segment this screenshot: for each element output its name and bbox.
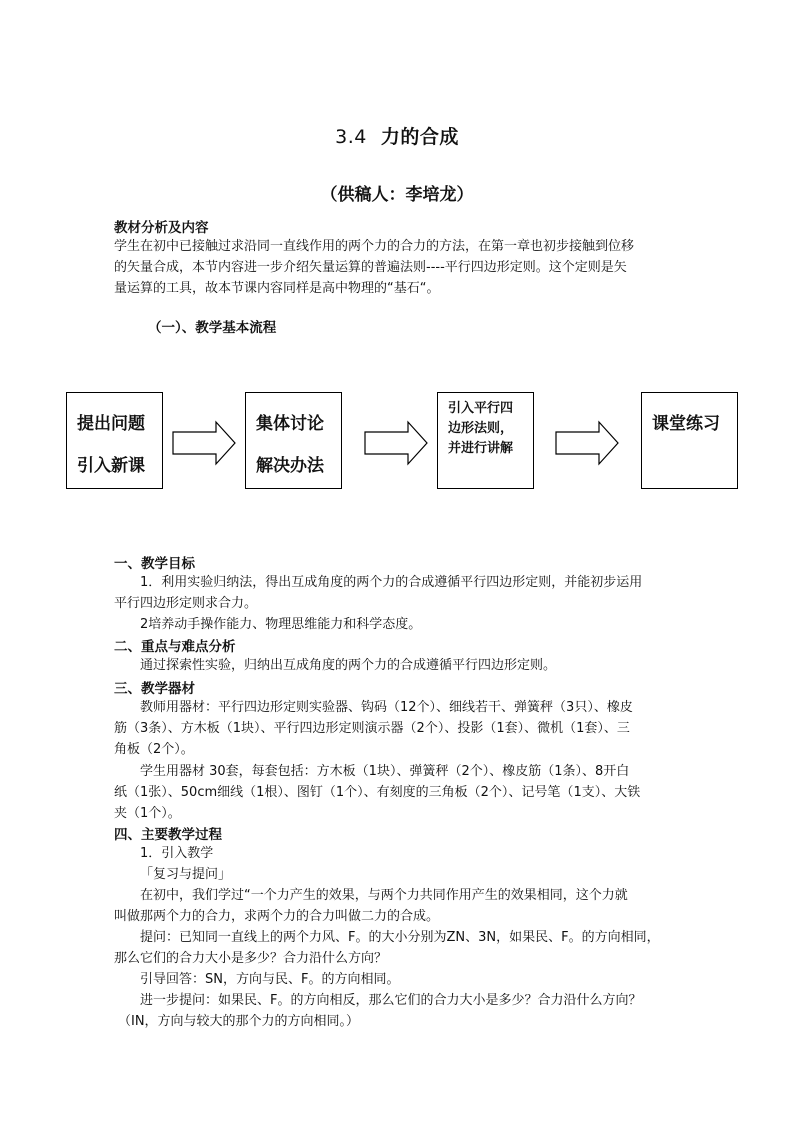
section-3-line-5: 纸（1张）、50cm细线（1根）、图钉（1个）、有刻度的三角板（2个）、记号笔（1支）、大铁 [114,785,641,800]
flow-heading: （一）、教学基本流程 [148,320,277,336]
section-1-line-2: 平行四边形定则求合力。 [114,596,258,611]
section-4-line-5: 提问：已知同一直线上的两个力风、F。的大小分别为ZN、3N，如果民、F。的方向相同， [140,930,660,945]
flow-box-3 [437,392,534,489]
section-4-line-1: 1．引入教学 [140,846,214,861]
section-4-line-9: （IN，方向与较大的那个力的方向相同。） [118,1014,360,1029]
section-2-line-1: 通过探索性实验，归纳出互成角度的两个力的合成遵循平行四边形定则。 [140,658,557,673]
flow-box-3-line-3: 并进行讲解 [448,441,514,456]
analysis-line-3: 量运算的工具，故本节课内容同样是高中物理的“基石“。 [114,281,440,296]
section-4-line-8: 进一步提问：如果民、F。的方向相反，那么它们的合力大小是多少？合力沿什么方向？ [140,993,642,1008]
flow-box-4-line-1: 课堂练习 [652,414,720,434]
flow-box-1-line-1: 提出问题 [77,414,145,434]
section-4-line-7: 引导回答：SN，方向与民、F。的方向相同。 [140,972,400,987]
flow-box-3-line-1: 引入平行四 [448,401,514,416]
flow-box-1-line-2: 引入新课 [77,456,145,476]
section-1-heading: 一、教学目标 [114,556,195,572]
section-3-line-2: 筋（3条）、方木板（1块）、平行四边形定则演示器（2个）、投影（1套）、微机（1套）、三 [114,721,630,736]
flow-box-1 [66,392,163,489]
section-4-line-3: 在初中，我们学过“一个力产生的效果，与两个力共同作用产生的效果相同，这个力就 [140,888,628,903]
section-3-line-1: 教师用器材：平行四边形定则实验器、钩码（12个）、细线若干、弹簧秤（3只）、橡皮 [140,700,633,715]
section-3-line-3: 角板（2个）。 [114,742,194,757]
section-3-heading: 三、教学器材 [114,681,195,697]
flow-box-3-line-2: 边形法则， [448,421,514,436]
section-2-heading: 二、重点与难点分析 [114,639,236,655]
flow-arrow-1 [172,420,236,466]
section-1-line-3: 2培养动手操作能力、物理思维能力和科学态度。 [140,617,422,632]
section-4-line-4: 叫做那两个力的合力，求两个力的合力叫做二力的合成。 [114,909,440,924]
section-4-line-6: 那么它们的合力大小是多少？合力沿什么方向？ [114,951,388,966]
analysis-line-1: 学生在初中已接触过求沿同一直线作用的两个力的合力的方法，在第一章也初步接触到位移 [114,239,635,254]
analysis-heading: 教材分析及内容 [114,220,209,236]
flow-arrow-3 [555,420,619,466]
section-1-line-1: 1．利用实验归纳法，得出互成角度的两个力的合成遵循平行四边形定则，并能初步运用 [140,575,643,590]
section-4-heading: 四、主要教学过程 [114,827,222,843]
flow-arrow-2 [364,420,428,466]
section-3-line-4: 学生用器材 30套，每套包括：方木板（1块）、弹簧秤（2个）、橡皮筋（1条）、8开白 [140,764,630,779]
section-4-line-2: 「复习与提问」 [140,867,232,882]
flow-box-4 [641,392,738,489]
flow-box-2 [245,392,342,489]
analysis-line-2: 的矢量合成，本节内容进一步介绍矢量运算的普遍法则----平行四边形定则。这个定则是矢 [114,260,627,275]
title-text: 力的合成 [380,126,459,148]
flow-box-2-line-1: 集体讨论 [256,414,324,434]
flow-box-2-line-2: 解决办法 [256,456,324,476]
section-3-line-6: 夹（1个）。 [114,806,181,821]
section-number: 3.4 [335,126,367,148]
author-line: （供稿人：李培龙） [320,185,474,205]
